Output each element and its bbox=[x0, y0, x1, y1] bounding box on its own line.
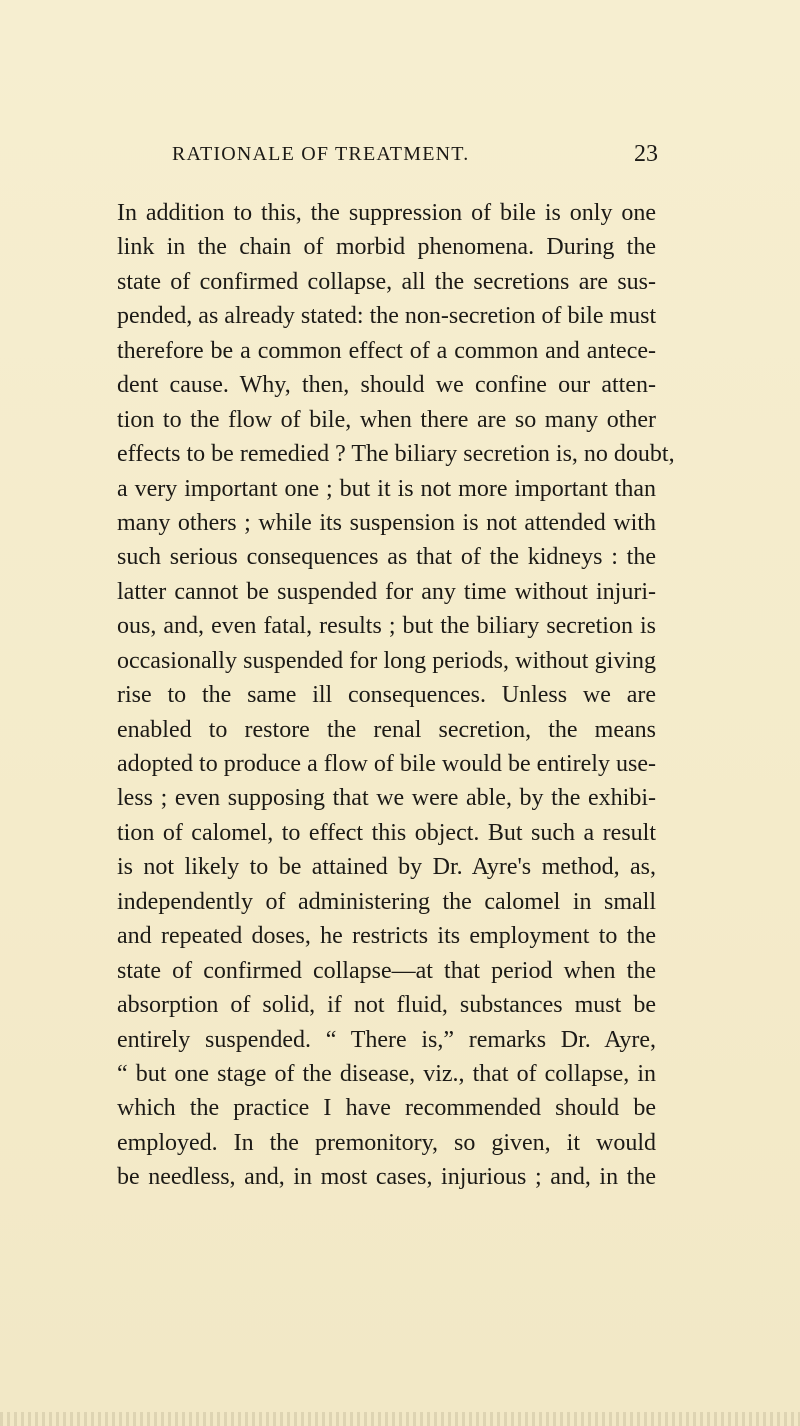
text-line: tion to the flow of bile, when there are so many other bbox=[117, 406, 656, 433]
text-line: ous, and, even fatal, results ; but the biliary secretion is bbox=[117, 613, 656, 640]
text-line: entirely suspended. “ There is,” remarks Dr. Ayre, bbox=[117, 1026, 656, 1053]
page-number: 23 bbox=[634, 141, 658, 167]
text-line: latter cannot be suspended for any time without injuri- bbox=[117, 578, 656, 605]
text-line: In addition to this, the suppression of bile is only one bbox=[117, 200, 656, 226]
text-line: effects to be remedied ? The biliary secretion is, no doubt, bbox=[117, 441, 675, 468]
text-line: enabled to restore the renal secretion, the means bbox=[117, 716, 656, 743]
running-title: RATIONALE OF TREATMENT. bbox=[172, 143, 470, 165]
text-line: pended, as already stated: the non-secretion of bile must bbox=[117, 303, 657, 330]
body-text bbox=[117, 196, 675, 1195]
text-line: many others ; while its suspension is not attended with bbox=[117, 509, 656, 536]
text-line: “ but one stage of the disease, viz., that of collapse, in bbox=[117, 1060, 656, 1087]
text-line: dent cause. Why, then, should we confine our atten- bbox=[117, 372, 656, 399]
text-line: independently of administering the calomel in small bbox=[117, 888, 656, 915]
text-line: employed. In the premonitory, so given, it would bbox=[117, 1129, 656, 1156]
text-line: adopted to produce a flow of bile would be entirely use- bbox=[117, 751, 656, 777]
text-line: be needless, and, in most cases, injurious ; and, in the bbox=[117, 1164, 656, 1191]
text-line: link in the chain of morbid phenomena. During the bbox=[117, 234, 656, 261]
text-line: tion of calomel, to effect this object. But such a result bbox=[117, 819, 656, 846]
running-head bbox=[172, 143, 658, 173]
text-line: rise to the same ill consequences. Unless we are bbox=[117, 682, 656, 709]
text-line: a very important one ; but it is not more important than bbox=[117, 475, 656, 502]
text-line: state of confirmed collapse, all the secretions are sus- bbox=[117, 268, 656, 295]
text-line: occasionally suspended for long periods, without giving bbox=[117, 647, 656, 674]
text-line: state of confirmed collapse—at that period when the bbox=[117, 957, 656, 984]
text-line: therefore be a common effect of a common and antece- bbox=[117, 337, 656, 364]
text-line: less ; even supposing that we were able, by the exhibi- bbox=[117, 785, 656, 812]
text-line: such serious consequences as that of the kidneys : the bbox=[117, 544, 656, 571]
text-line: absorption of solid, if not fluid, substances must be bbox=[117, 992, 656, 1019]
text-line: is not likely to be attained by Dr. Ayre's method, as, bbox=[117, 854, 656, 881]
page-edge bbox=[0, 1412, 800, 1426]
text-line: which the practice I have recommended should be bbox=[117, 1095, 656, 1122]
text-line: and repeated doses, he restricts its employment to the bbox=[117, 923, 656, 950]
